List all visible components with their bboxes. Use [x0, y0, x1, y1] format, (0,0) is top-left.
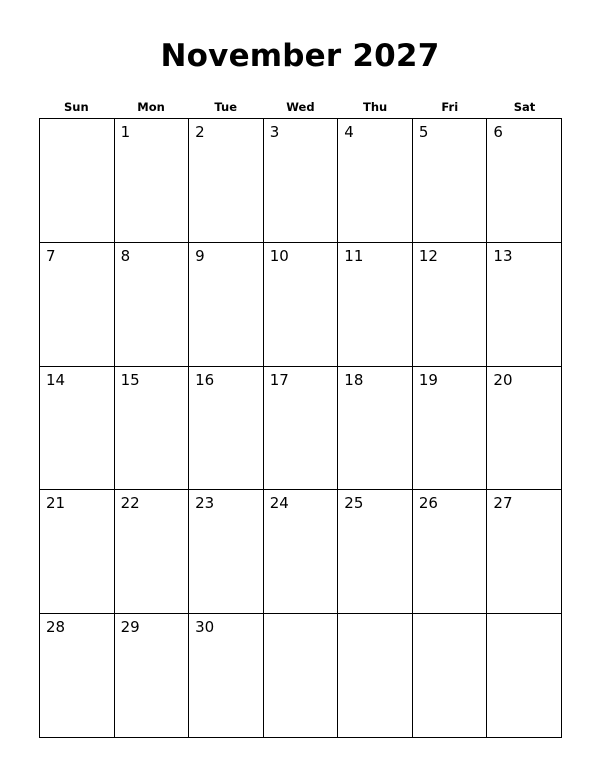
day-cell: [115, 367, 190, 491]
day-cell: [40, 490, 115, 614]
weekday-sun: Sun: [64, 100, 89, 114]
day-number: 14: [46, 370, 66, 389]
day-number: 24: [269, 494, 289, 513]
day-cell: [413, 367, 488, 491]
day-cell: [189, 119, 264, 243]
day-number: 4: [344, 123, 354, 141]
day-number: 13: [493, 246, 513, 265]
day-number: 30: [195, 618, 215, 637]
day-number: 29: [120, 618, 140, 637]
day-number: 22: [120, 494, 140, 513]
day-cell: [413, 490, 488, 614]
day-cell: [189, 367, 264, 491]
day-number: 11: [344, 246, 364, 265]
day-cell: [264, 119, 339, 243]
day-cell: [115, 119, 190, 243]
weekday-mon: Mon: [137, 100, 165, 114]
day-cell: [115, 614, 190, 738]
day-cell: [189, 243, 264, 367]
day-cell: [487, 614, 562, 738]
day-cell: [487, 367, 562, 491]
day-cell: [264, 490, 339, 614]
day-number: 3: [269, 123, 280, 141]
day-number: 27: [493, 494, 513, 513]
weekday-tue: Tue: [214, 100, 237, 114]
weekday-wed: Wed: [286, 100, 315, 114]
day-cell: [189, 490, 264, 614]
weekday-header-row: [39, 99, 562, 115]
day-cell: [40, 243, 115, 367]
day-number: 7: [46, 246, 56, 265]
day-cell: [487, 490, 562, 614]
day-number: 1: [120, 123, 131, 141]
weekday-thu: Thu: [362, 100, 388, 114]
day-cell: [40, 119, 115, 243]
day-cell: [338, 614, 413, 738]
day-cell: [189, 614, 264, 738]
day-number: 18: [344, 370, 364, 389]
day-cell: [338, 367, 413, 491]
day-number: 16: [195, 370, 215, 389]
day-number: 10: [269, 246, 289, 265]
day-cell: [338, 119, 413, 243]
day-cell: [338, 243, 413, 367]
day-cell: [413, 119, 488, 243]
day-cell: [264, 243, 339, 367]
day-number: 20: [493, 370, 513, 389]
day-number: 26: [418, 494, 438, 513]
day-cell: [413, 614, 488, 738]
day-number: 25: [344, 494, 364, 513]
day-number: 8: [120, 246, 131, 265]
day-cell: [264, 614, 339, 738]
day-number: 9: [195, 246, 205, 265]
day-number: 6: [493, 123, 503, 141]
day-number: 19: [418, 370, 438, 389]
day-number: 21: [46, 494, 66, 513]
day-number: 12: [418, 246, 438, 265]
day-cell: [115, 243, 190, 367]
calendar-title: November 2027: [160, 38, 440, 74]
day-cell: [264, 367, 339, 491]
day-number: 28: [46, 618, 66, 637]
day-number: 5: [418, 123, 429, 141]
day-cell: [413, 243, 488, 367]
weekday-sat: Sat: [513, 100, 536, 114]
day-cell: [338, 490, 413, 614]
day-cell: [40, 367, 115, 491]
day-number: 15: [120, 370, 140, 389]
calendar-grid: [39, 118, 562, 738]
day-cell: [115, 490, 190, 614]
day-cell: [487, 243, 562, 367]
day-cell: [40, 614, 115, 738]
day-number: 2: [195, 123, 205, 141]
day-number: 23: [195, 494, 215, 513]
weekday-fri: Fri: [441, 100, 459, 114]
day-number: 17: [269, 370, 289, 389]
day-cell: [487, 119, 562, 243]
